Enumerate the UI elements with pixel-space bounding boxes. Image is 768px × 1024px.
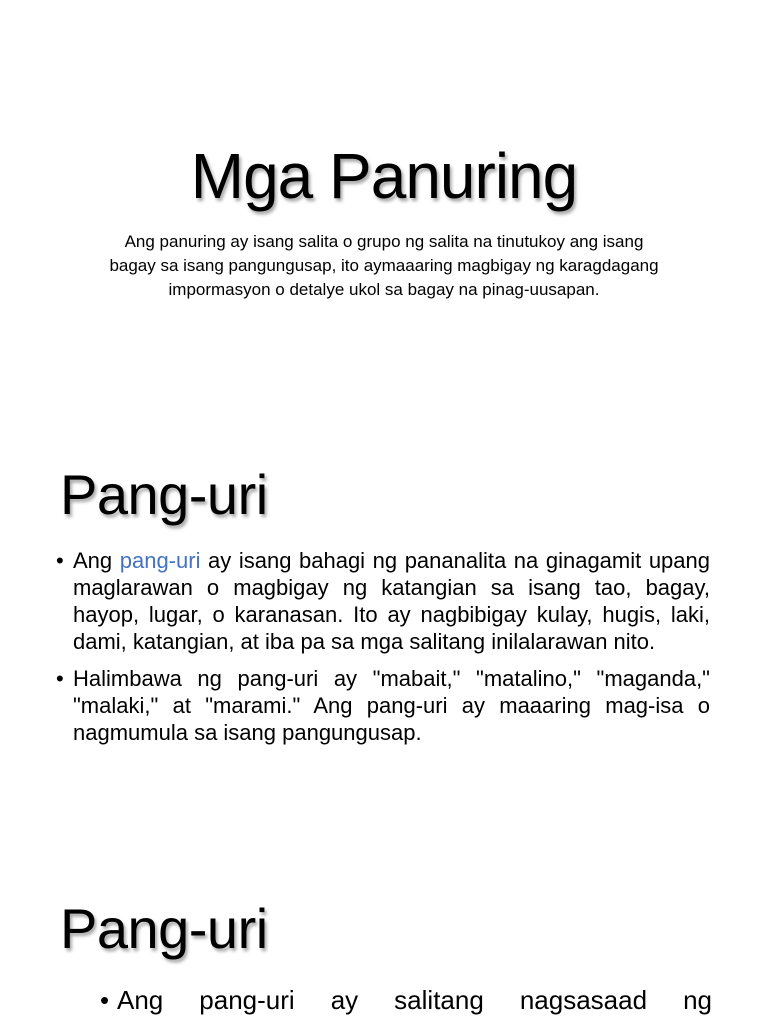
bullet-dot-icon: • bbox=[100, 985, 110, 1015]
slide-2 bbox=[0, 432, 768, 864]
highlighted-term: pang-uri bbox=[119, 548, 201, 573]
section-title: Pang-uri bbox=[60, 897, 268, 960]
bullet-list bbox=[100, 984, 712, 1024]
bullet-text-pre: Ang bbox=[73, 548, 120, 573]
bullet-item bbox=[56, 665, 710, 746]
slide-3 bbox=[0, 864, 768, 1024]
bullet-list bbox=[56, 547, 710, 756]
slide-subtitle: Ang panuring ay isang salita o grupo ng salita na tinutukoy ang isang bagay sa isang pangungusap, ito aymaaaring magbigay ng karagdagang impormasyon o detalye ukol sa bagay na pinag-uusapan. bbox=[109, 232, 659, 299]
bullet-text-post: ay isang bahagi ng pananalita na ginagamit upang maglarawan o magbigay ng katangian sa isang tao, bagay, hayop, lugar, o karanasan. Ito ay nagbibigay kulay, hugis, laki, dami, katangian, at iba pa sa mga salitang inilalarawan nito. bbox=[73, 548, 710, 654]
bullet-item bbox=[56, 547, 710, 655]
bullet-item bbox=[100, 984, 712, 1016]
slide-title: Mga Panuring bbox=[190, 140, 578, 212]
slide-1 bbox=[0, 0, 768, 432]
bullet-text: Halimbawa ng pang-uri ay "mabait," "matalino," "maganda," "malaki," at "marami." Ang pang-uri ay maaaring mag-isa o nagmumula sa isang pangungusap. bbox=[73, 666, 710, 745]
bullet-dot-icon: • bbox=[56, 548, 64, 573]
section-title: Pang-uri bbox=[60, 463, 268, 526]
bullet-dot-icon: • bbox=[56, 666, 64, 691]
bullet-text: Ang pang-uri ay salitang nagsasaad ng bbox=[117, 985, 712, 1015]
